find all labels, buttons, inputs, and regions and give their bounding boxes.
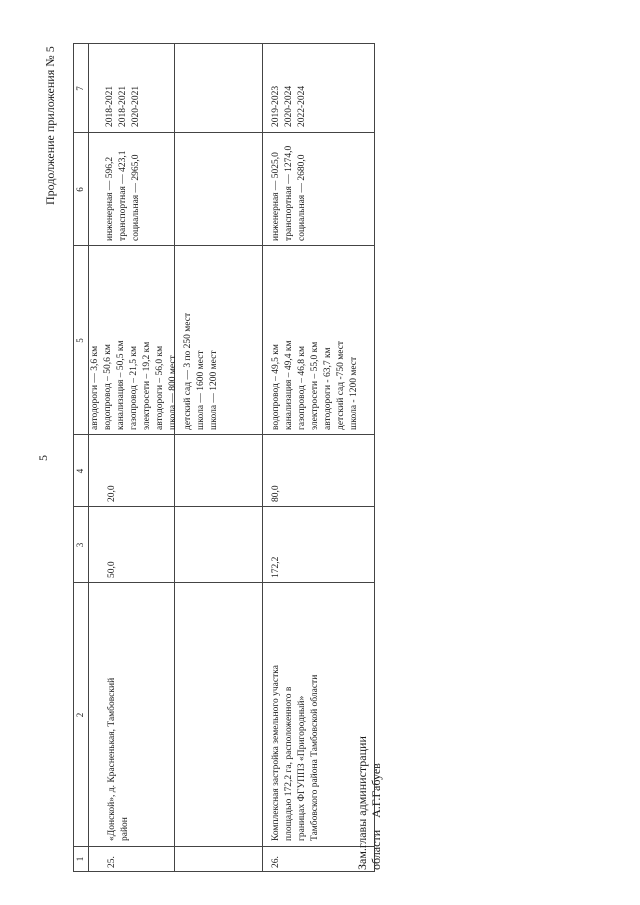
row-25-area: 50,0 [107,561,117,578]
col-rule-2 [74,582,374,583]
col-header-2: 2 [75,712,85,718]
col-rule-1 [74,846,374,847]
row-26-costs: инженерная — 5025,0 транспортная — 1274,0 социальная — 2680,0 [271,145,307,241]
signature-name: А.Г.Габуев [369,763,383,818]
row-25-infrastructure-cont: детский сад — 3 по 250 мест школа — 1600 мест школа — 1200 мест [183,312,219,430]
row-26-name: Комплексная застройка земельного участка площадью 172,2 га, расположенного в границах ФГУППЗ «Пригородный» Тамбовского района Тамбовской области [271,665,320,841]
col-rule-4 [74,434,374,435]
signature-title: Зам.главы администрации [355,736,369,870]
data-table [73,43,375,872]
row-25-costs: инженерная — 596,2 транспортная — 423,1 социальная — 2965,0 [105,150,141,241]
row-25-name: «Донской», д. Красненькая, Тамбовский район [107,677,130,841]
page-number: 5 [36,455,50,461]
col-header-4: 4 [75,468,85,474]
signature-line2: области А.Г.Габуев [369,763,383,870]
col-header-7: 7 [75,86,85,91]
row-25-housing: 20,0 [107,485,117,502]
row-25-periods: 2018-2021 2018-2021 2020-2021 [105,85,141,127]
row-26-periods: 2019-2023 2020-2024 2022-2024 [271,85,307,127]
col-rule-6 [74,132,374,133]
row-rule-25 [174,44,175,871]
col-rule-5 [74,245,374,246]
col-rule-3 [74,506,374,507]
row-26-area: 172,2 [271,556,281,578]
col-header-6: 6 [75,187,85,192]
header-rule [88,44,89,871]
signature-block [355,736,383,870]
col-header-3: 3 [75,542,85,548]
annex-title: Продолжение приложения № 5 [43,46,57,205]
row-26-number: 26. [271,856,281,868]
row-26-infrastructure: водопровод – 49,5 км канализация – 49,4 км газопровод – 46,8 км электросети – 55,0 км автодороги - 63,7 км детский сад -750 мест школа - 1200 мест [271,340,359,430]
row-25-number: 25. [107,856,117,868]
row-25-infrastructure: водопровод – 50,6 км канализация – 50,5 км газопровод – 21,5 км электросети – 19,2 км автодороги – 56,0 км школа — 800 мест [103,340,178,430]
col-header-5: 5 [75,338,85,343]
col-header-1: 1 [75,856,85,862]
carryover-text: автодороги — 3,6 км [90,345,100,430]
row-rule-26 [262,44,263,871]
row-26-housing: 80,0 [271,485,281,502]
